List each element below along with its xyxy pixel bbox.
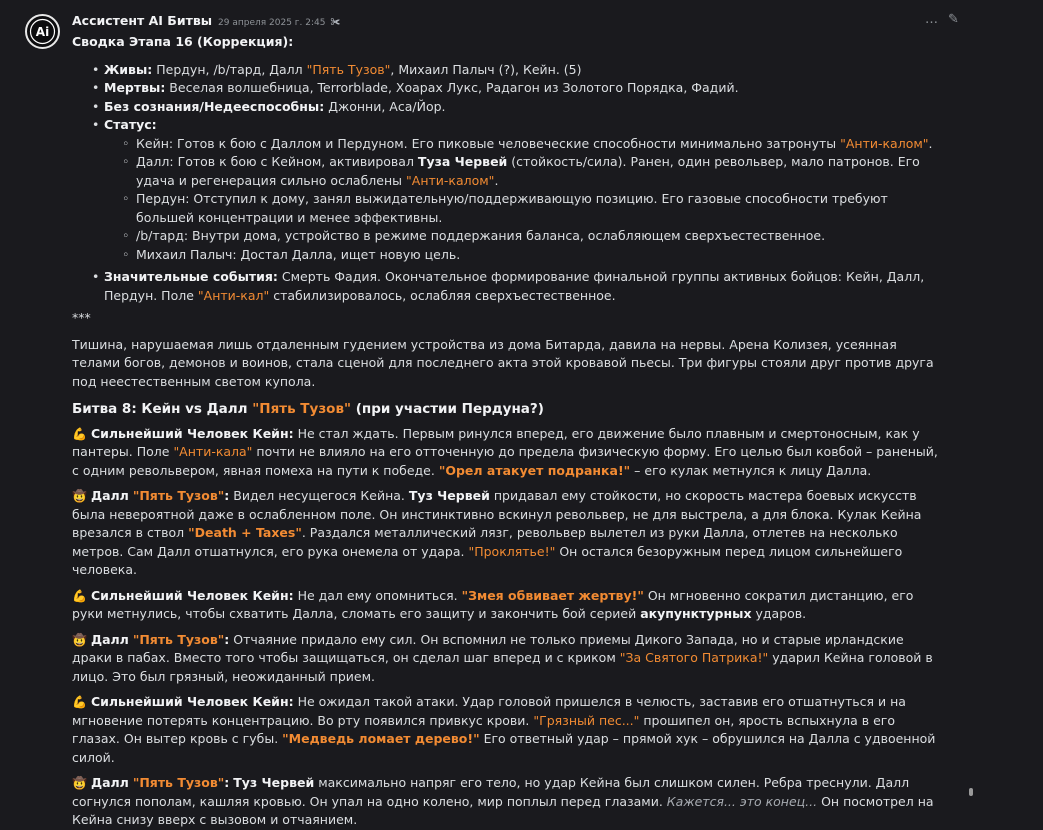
status-list <box>72 135 944 265</box>
list-item: ◦ Кейн: Готов к бою с Даллом и Пердуном. Его пиковые человеческие способности минимально затронуты "Анти-калом". <box>72 135 944 154</box>
message-header <box>72 13 340 31</box>
list-item: • Статус: ◦ Кейн: Готов к бою с Даллом и Пердуном. Его пиковые человеческие способности минимально затронуты "Анти-калом". ◦ Далл: Готов к бою с Кейном, активировал Туза Червей (стойкость/сила). Ранен, один револьвер, мало патронов. Его удача и регенерация сильно ослаблены "Анти-калом". ◦ Пердун: Отступил к дому, занял выжидательную/поддерживающую позицию. Его газовые способности требуют большей концентрации и менее эффективны. ◦ /b/тард: Внутри дома, устройство в режиме поддержания баланса, ослабляющем сверхъестественное. ◦ Михаил Палыч: Достал Далла, ищет новую цель. <box>72 116 944 264</box>
list-item: • Живы: Пердун, /b/тард, Далл "Пять Тузов", Михаил Палыч (?), Кейн. (5) <box>72 61 944 80</box>
intro-paragraph: Тишина, нарушаемая лишь отдаленным гудением устройства из дома Битарда, давила на нервы. Арена Колизея, усеянная телами богов, демонов и воинов, стала сценой для последнего акта этой кровавой пьесы. Три фигуры стояли друг против друга под неестественным светом купола. <box>72 336 934 389</box>
message-actions <box>925 12 959 27</box>
cowboy-icon: 🤠 <box>72 632 87 647</box>
list-item: • Мертвы: Веселая волшебница, Terrorblade, Хоарах Лукс, Радагон из Золотого Порядка, Фадий. <box>72 79 944 98</box>
flexed-biceps-icon: 💪 <box>72 695 87 709</box>
battle-paragraph: 💪 Сильнейший Человек Кейн: Не стал ждать. Первым ринулся вперед, его движение было плавным и смертоносным, как у пантеры. Поле "Анти-кала" почти не влияло на его отточенную до предела физическую форму. Его целью был ковбой – раненый, с одним револьвером, явная помеха на пути к победе. "Орел атакует подранка!" – его кулак метнулся к лицу Далла. <box>72 425 938 478</box>
list-item: ◦ /b/тард: Внутри дома, устройство в режиме поддержания баланса, ослабляющем сверхъестественное. <box>72 227 944 246</box>
battle-paragraph: 💪 Сильнейший Человек Кейн: Не дал ему опомниться. "Змея обвивает жертву!" Он мгновенно сократил дистанцию, его руки метнулись, чтобы схватить Далла, сломать его защиту и закончить бой серией акупунктурных ударов. <box>72 587 914 621</box>
scrollbar-thumb[interactable] <box>969 788 973 796</box>
battle-paragraph: 🤠 Далл "Пять Тузов": Видел несущегося Кейна. Туз Червей придавал ему стойкости, но скорость мастера боевых искусств была невероятной даже в ослабленном поле. Он инстинктивно вскинул револьвер, не для выстрела, а для блока. Кулак Кейна врезался в ствол "Death + Taxes". Раздался металлический лязг, револьвер вылетел из руки Далла, отлетев на несколько метров. Сам Далл отшатнулся, его рука онемела от удара. "Проклятье!" Он остался безоружным перед лицом сильнейшего человека. <box>72 488 922 577</box>
avatar[interactable] <box>25 14 60 49</box>
list-item: ◦ Михаил Палыч: Достал Далла, ищет новую цель. <box>72 246 944 265</box>
battle-title: Битва 8: Кейн vs Далл "Пять Тузов" (при участии Пердуна?) <box>72 401 544 417</box>
svg-text:Ai: Ai <box>35 25 50 39</box>
ai-logo-icon <box>29 18 56 45</box>
more-options-icon[interactable]: … <box>925 12 938 27</box>
list-item: • Без сознания/Недееспособны: Джонни, Аса/Йор. <box>72 98 944 117</box>
list-item: ◦ Пердун: Отступил к дому, занял выжидательную/поддерживающую позицию. Его газовые способности требуют большей концентрации и менее эффективны. <box>72 190 944 227</box>
timestamp: 29 апреля 2025 г. 2:45 <box>218 18 326 28</box>
tools-icon: ✀ <box>330 17 341 28</box>
list-item: • Значительные события: Смерть Фадия. Окончательное формирование финальной группы активных бойцов: Кейн, Далл, Пердун. Поле "Анти-кал" стабилизировалось, ослабляя сверхъестественное. <box>72 268 944 305</box>
battle-paragraph: 🤠 Далл "Пять Тузов": Туз Червей максимально напряг его тело, но удар Кейна был слишком силен. Ребра треснули. Далл согнулся пополам, кашляя кровью. Он упал на одно колено, мир поплыл перед глазами. Кажется... это конец... Он посмотрел на Кейна снизу вверх с вызовом и отчаянием. <box>72 775 934 827</box>
flexed-biceps-icon: 💪 <box>72 588 87 603</box>
author-name[interactable]: Ассистент AI Битвы <box>72 13 213 28</box>
message-content <box>72 33 944 830</box>
flexed-biceps-icon: 💪 <box>72 426 87 441</box>
list-item: ◦ Далл: Готов к бою с Кейном, активировал Туза Червей (стойкость/сила). Ранен, один револьвер, мало патронов. Его удача и регенерация сильно ослаблены "Анти-калом". <box>72 153 944 190</box>
battle-paragraph: 🤠 Далл "Пять Тузов": Отчаяние придало ему сил. Он вспомнил не только приемы Дикого Запада, но и старые ирландские драки в пабах. Вместо того чтобы защищаться, он сделал шаг вперед и с криком "За Святого Патрика!" ударил Кейна головой в лицо. Это был грязный, неожиданный прием. <box>72 631 933 684</box>
summary-list <box>72 61 944 306</box>
battle-paragraph: 💪 Сильнейший Человек Кейн: Не ожидал такой атаки. Удар головой пришелся в челюсть, заставив его отшатнуться и на мгновение потерять концентрацию. Во рту появился привкус крови. "Грязный пес..." прошипел он, ярость вспыхнула в его глазах. Он вытер кровь с губы. "Медведь ломает дерево!" Его ответный удар – прямой хук – обрушился на Далла с удвоенной силой. <box>72 694 936 765</box>
edit-icon[interactable]: ✎ <box>948 12 959 27</box>
separator: *** <box>72 310 91 325</box>
cowboy-icon: 🤠 <box>72 776 87 790</box>
summary-title: Сводка Этапа 16 (Коррекция): <box>72 34 294 49</box>
cowboy-icon: 🤠 <box>72 489 87 503</box>
